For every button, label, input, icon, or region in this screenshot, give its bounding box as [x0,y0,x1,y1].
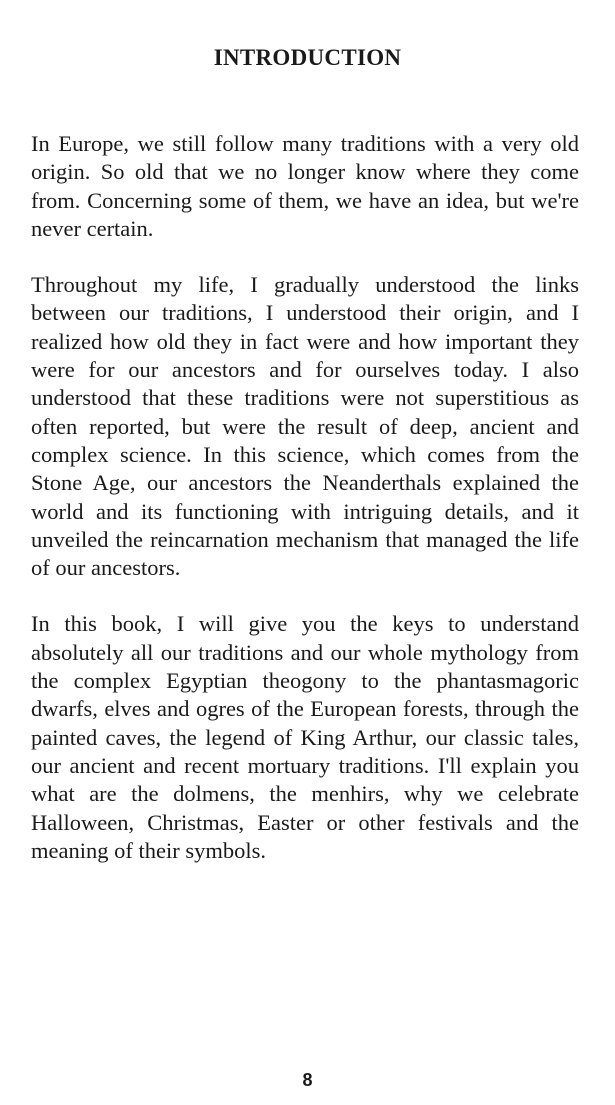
paragraph-3: In this book, I will give you the keys to understand absolutely all our traditions and our whole mythology from the complex Egyptian theogony to the phantasmagoric dwarfs, elves and ogres of the European forests, through the painted caves, the legend of King Arthur, our classic tales, our ancient and recent mortuary traditions. I'll explain you what are the dolmens, the menhirs, why we celebrate Halloween, Christmas, Easter or other festivals and the meaning of their symbols. [31,611,579,863]
page-number: 8 [302,1070,313,1090]
paragraph-2: Throughout my life, I gradually understood the links between our traditions, I understood their origin, and I realized how old they in fact were and how important they were for our ancestors and for ourselves today. I also understood that these traditions were not superstitious as often reported, but were the result of deep, ancient and complex science. In this science, which comes from the Stone Age, our ancestors the Neanderthals explained the world and its functioning with intriguing details, and it unveiled the reincarnation mechanism that managed the life of our ancestors. [31,272,579,581]
chapter-body [31,130,579,893]
paragraph-1: In Europe, we still follow many traditions with a very old origin. So old that we no longer know where they come from. Concerning some of them, we have an idea, but we're never certain. [31,131,579,241]
chapter-title: INTRODUCTION [213,45,402,70]
